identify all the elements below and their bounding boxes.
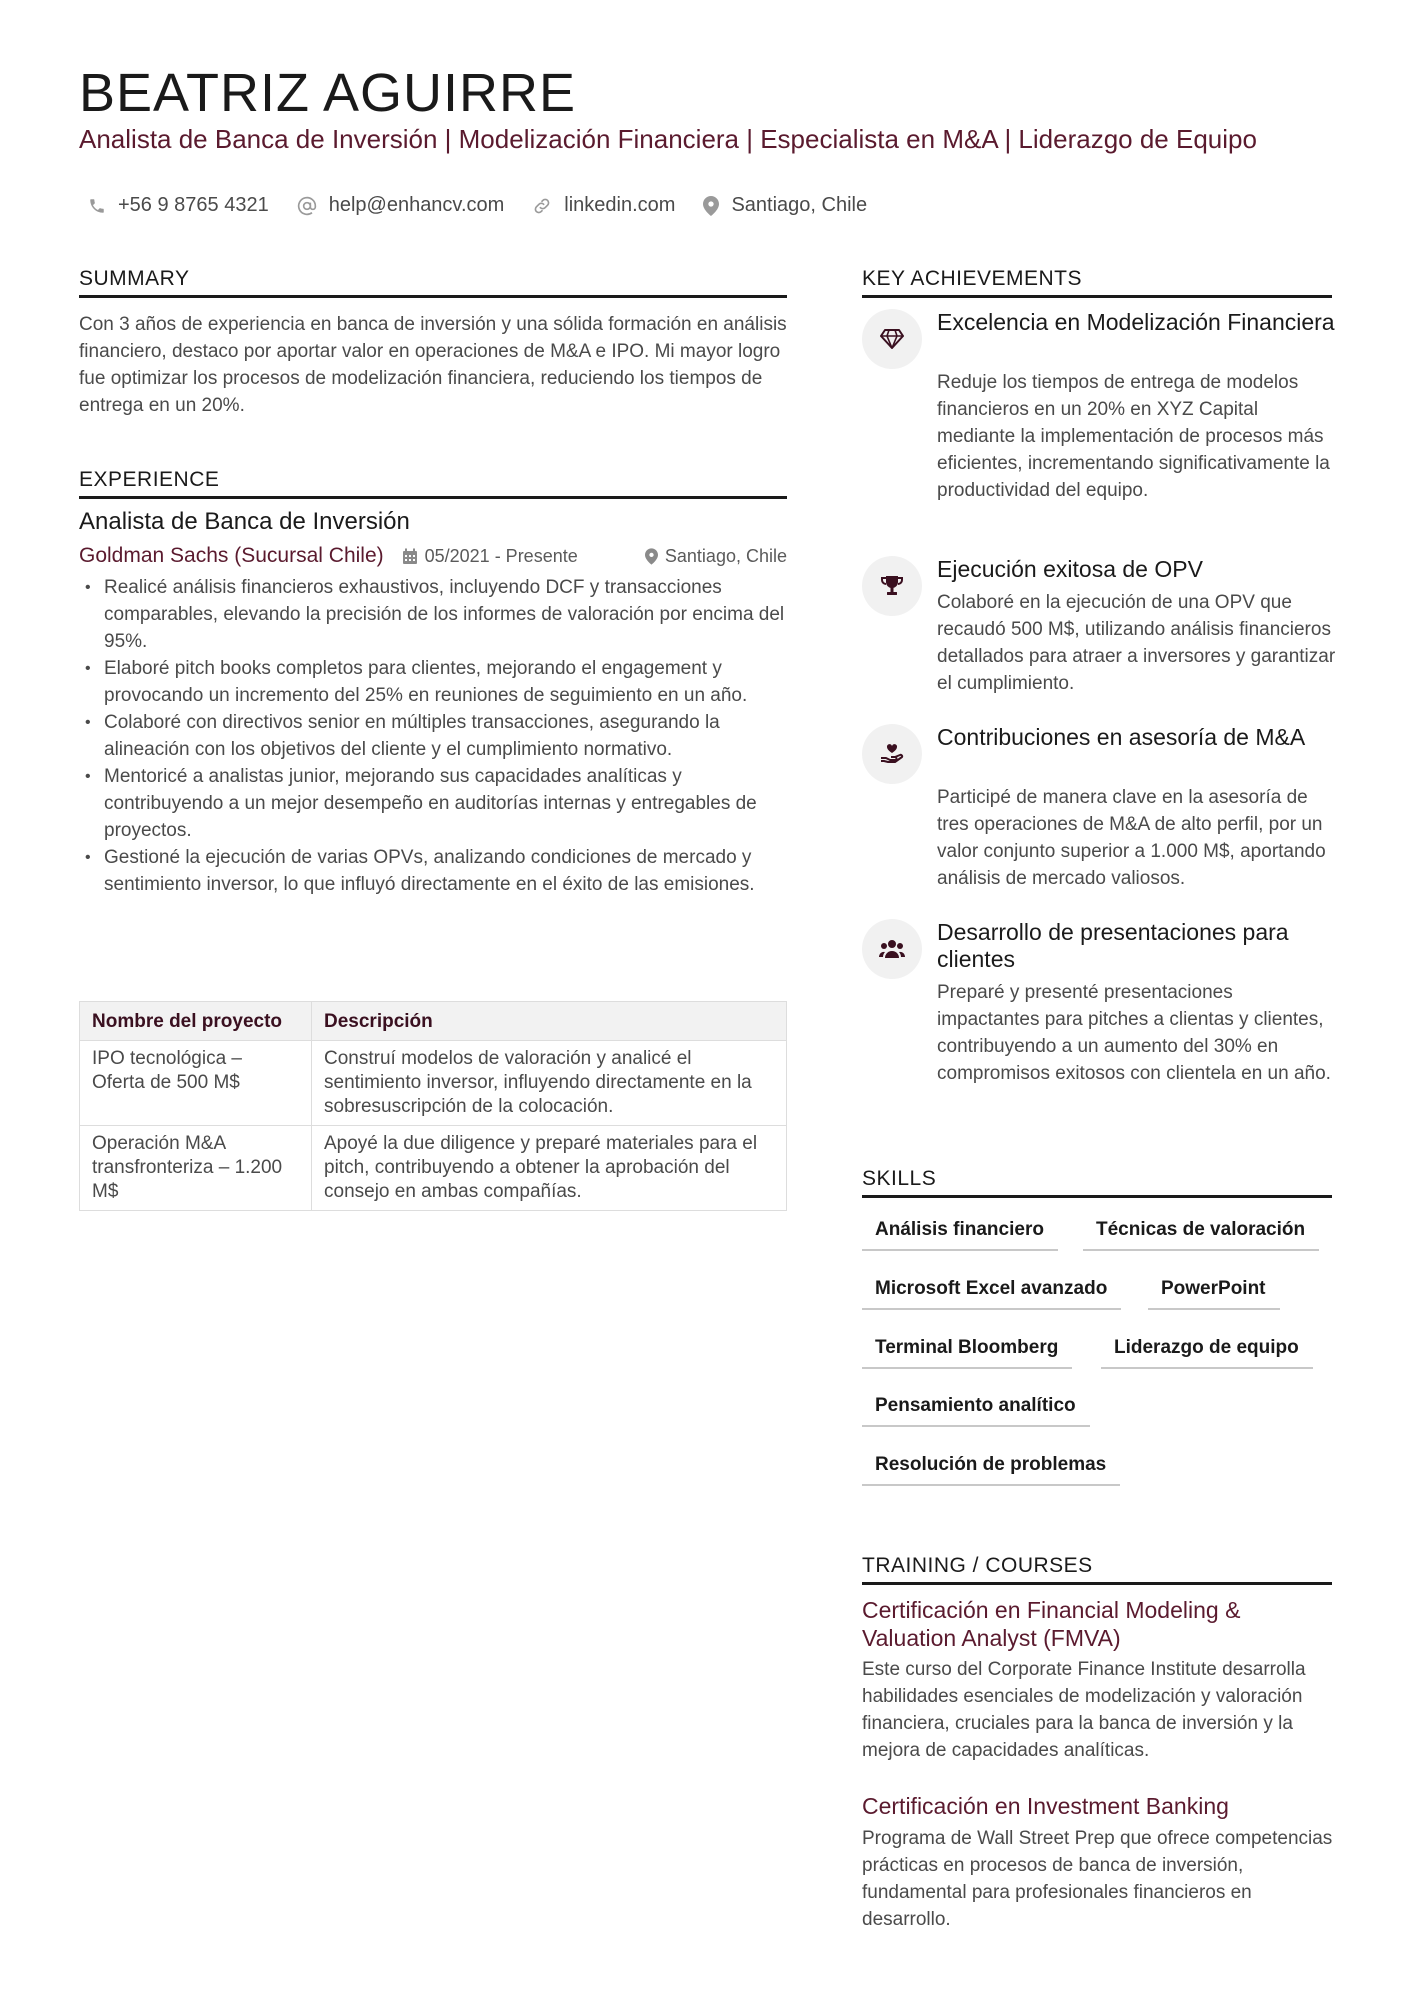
achievement-text: Participé de manera clave en la asesoría de tres operaciones de M&A de alto perfil, por un valor conjunto superior a 1.000 M$, aportando análisis de mercado valiosos. <box>937 787 1326 889</box>
achievement-title: Excelencia en Modelización Financiera <box>937 309 1335 335</box>
users-icon <box>878 938 906 960</box>
contact-phone[interactable] <box>88 194 269 217</box>
achievement-icon <box>862 724 922 784</box>
achievement-title: Ejecución exitosa de OPV <box>937 556 1203 582</box>
projects-table <box>79 1001 787 1211</box>
table-cell: Operación M&A transfronteriza – 1.200 M$ <box>80 1126 312 1211</box>
list-item: • Gestioné la ejecución de varias OPVs, analizando condiciones de mercado y sentimiento inversor, lo que influyó directamente en el éxito de las emisiones. <box>79 844 791 898</box>
phone-icon <box>88 197 106 215</box>
achievement-text: Preparé y presenté presentaciones impactantes para pitches a clientas y clientes, contribuyendo a un aumento del 30% en compromisos exitosos con clientela en un año. <box>937 982 1331 1084</box>
list-item: • Colaboré con directivos senior en múltiples transacciones, asegurando la alineación con los objetivos del cliente y el cumplimiento normativo. <box>79 709 791 763</box>
achievement-icon <box>862 309 922 369</box>
achievement-icon <box>862 919 922 979</box>
job-dates <box>402 546 578 567</box>
hand-heart-icon <box>879 742 905 766</box>
skill-tag: PowerPoint <box>1148 1277 1280 1310</box>
job-title: Analista de Banca de Inversión <box>79 508 410 535</box>
table-header-description: Descripción <box>312 1002 787 1041</box>
location-pin-icon <box>703 196 719 216</box>
email-text: help@enhancv.com <box>328 194 505 216</box>
achievement-text: Reduje los tiempos de entrega de modelos financieros en un 20% en XYZ Capital mediante la implementación de procesos más eficientes, incrementando significativamente la productividad del equipo. <box>937 372 1330 501</box>
skill-tag: Resolución de problemas <box>862 1453 1120 1486</box>
headline: Analista de Banca de Inversión | Modelización Financiera | Especialista en M&A | Liderazgo de Equipo <box>79 124 1257 154</box>
table-header-row <box>80 1002 787 1041</box>
table-row <box>80 1041 787 1126</box>
job-location-text: Santiago, Chile <box>664 545 787 566</box>
achievement-icon <box>862 556 922 616</box>
experience-heading: EXPERIENCE <box>79 467 787 499</box>
skill-tag: Liderazgo de equipo <box>1101 1336 1313 1369</box>
skill-tag: Análisis financiero <box>862 1218 1058 1251</box>
achievement-title: Contribuciones en asesoría de M&A <box>937 724 1306 750</box>
list-item: • Realicé análisis financieros exhaustivos, incluyendo DCF y transacciones comparables, elevando la precisión de los informes de valoración por encima del 95%. <box>79 574 791 655</box>
linkedin-text: linkedin.com <box>564 194 676 216</box>
experience-bullets <box>79 574 791 898</box>
skills-heading: SKILLS <box>862 1166 1332 1198</box>
contact-linkedin[interactable] <box>532 194 675 217</box>
company-name: Goldman Sachs (Sucursal Chile) <box>79 544 384 567</box>
list-item: • Mentoricé a analistas junior, mejorando sus capacidades analíticas y contribuyendo a un mejor desempeño en auditorías internas y entregables de proyectos. <box>79 763 791 844</box>
skill-tag: Terminal Bloomberg <box>862 1336 1072 1369</box>
contact-email[interactable] <box>297 194 505 217</box>
calendar-icon <box>402 548 418 565</box>
achievement-title: Desarrollo de presentaciones para clientes <box>937 919 1289 972</box>
achievement-text: Colaboré en la ejecución de una OPV que recaudó 500 M$, utilizando análisis financieros detallados para atraer a inversores y garantizar el cumplimiento. <box>937 592 1336 694</box>
skill-tag: Técnicas de valoración <box>1083 1218 1319 1251</box>
table-row <box>80 1126 787 1211</box>
summary-heading: SUMMARY <box>79 266 787 298</box>
table-cell: Apoyé la due diligence y preparé materiales para el pitch, contribuyendo a obtener la aprobación del consejo en ambas compañías. <box>312 1126 787 1211</box>
course-title: Certificación en Investment Banking <box>862 1793 1229 1819</box>
course-text: Programa de Wall Street Prep que ofrece competencias prácticas en procesos de banca de inversión, fundamental para profesionales financieros en desarrollo. <box>862 1828 1333 1930</box>
table-header-project: Nombre del proyecto <box>80 1002 312 1041</box>
diamond-icon <box>880 329 904 349</box>
table-cell: IPO tecnológica – Oferta de 500 M$ <box>80 1041 312 1126</box>
skill-tag: Microsoft Excel avanzado <box>862 1277 1121 1310</box>
location-pin-icon <box>645 548 658 565</box>
phone-text: +56 9 8765 4321 <box>118 194 269 216</box>
contact-bar <box>88 194 895 217</box>
list-item: • Elaboré pitch books completos para clientes, mejorando el engagement y provocando un incremento del 25% en reuniones de seguimiento en un año. <box>79 655 791 709</box>
candidate-name: BEATRIZ AGUIRRE <box>79 63 577 123</box>
skill-tag: Pensamiento analítico <box>862 1394 1090 1427</box>
course-title: Certificación en Financial Modeling & Valuation Analyst (FMVA) <box>862 1597 1241 1651</box>
course-text: Este curso del Corporate Finance Institute desarrolla habilidades esenciales de modelización y valoración financiera, cruciales para la banca de inversión y la mejora de capacidades analíticas. <box>862 1659 1306 1761</box>
job-dates-text: 05/2021 - Presente <box>424 545 578 566</box>
summary-text: Con 3 años de experiencia en banca de inversión y una sólida formación en análisis financiero, destaco por aportar valor en operaciones de M&A e IPO. Mi mayor logro fue optimizar los procesos de modelización financiera, reduciendo los tiempos de entrega en un 20%. <box>79 314 787 416</box>
location-text: Santiago, Chile <box>731 194 868 216</box>
table-cell: Construí modelos de valoración y analicé el sentimiento inversor, influyendo directamente en la sobresuscripción de la colocación. <box>312 1041 787 1126</box>
trophy-icon <box>880 575 904 597</box>
link-icon <box>532 196 552 216</box>
at-icon <box>297 196 317 216</box>
achievements-heading: KEY ACHIEVEMENTS <box>862 266 1332 298</box>
job-location <box>645 546 787 567</box>
job-meta <box>79 544 787 568</box>
training-heading: TRAINING / COURSES <box>862 1553 1332 1585</box>
contact-location <box>703 194 867 217</box>
